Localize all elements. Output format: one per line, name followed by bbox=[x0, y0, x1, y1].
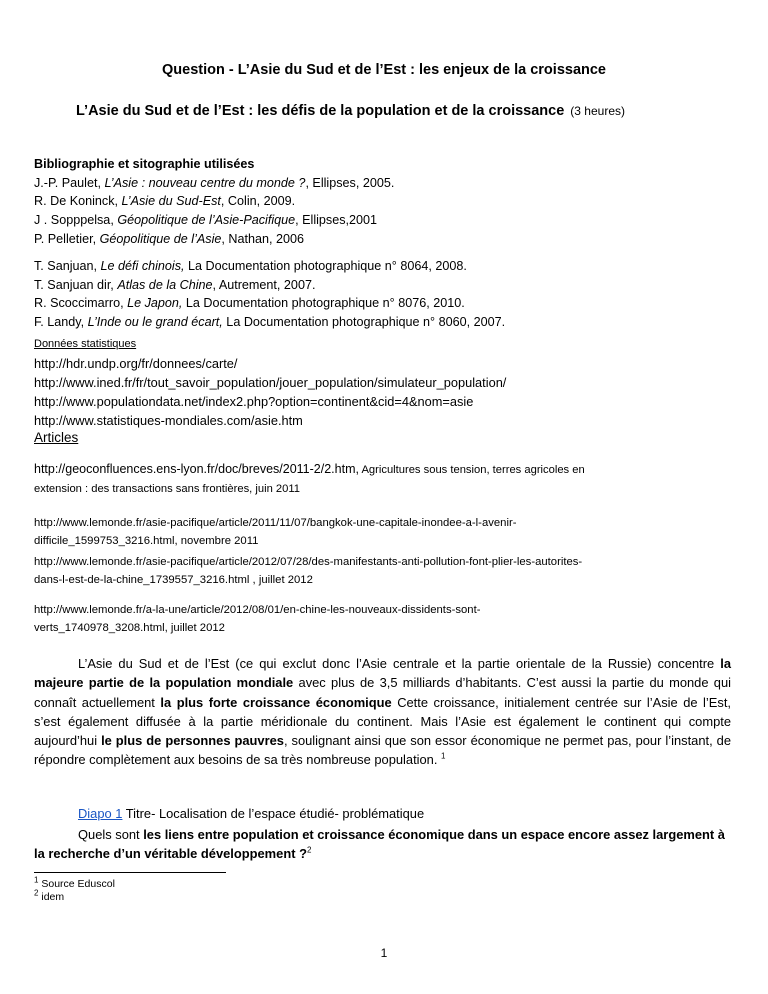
article-description: Agricultures sous tension, terres agricoles en bbox=[358, 464, 585, 476]
bibliography-entry: P. Pelletier, Géopolitique de l’Asie, Nathan, 2006 bbox=[34, 231, 305, 246]
article-link[interactable]: difficile_1599753_3216.html bbox=[34, 535, 175, 547]
document-title: Question - L’Asie du Sud et de l’Est : les enjeux de la croissance bbox=[162, 62, 606, 78]
bibliography-section-2 bbox=[34, 257, 505, 332]
statistics-links bbox=[34, 354, 506, 430]
bibliography-entry: J.-P. Paulet, L’Asie : nouveau centre du monde ?, Ellipses, 2005. bbox=[34, 175, 395, 190]
bibliography-entry: J . Sopppelsa, Géopolitique de l’Asie-Pacifique, Ellipses,2001 bbox=[34, 213, 378, 228]
bibliography-entry: F. Landy, L’Inde ou le grand écart, La Documentation photographique n° 8060, 2007. bbox=[34, 315, 506, 330]
articles-heading: Articles bbox=[34, 430, 79, 445]
footnote-ref[interactable]: 2 bbox=[306, 846, 312, 855]
article-entry-4 bbox=[34, 601, 734, 637]
article-link[interactable]: http://www.lemonde.fr/asie-pacifique/article/2011/11/07/bangkok-une-capitale-inondee-a-l-avenir- bbox=[34, 517, 517, 529]
bibliography-heading: Bibliographie et sitographie utilisées bbox=[34, 157, 255, 171]
footnote: $^1$ Source Eduscol bbox=[34, 875, 115, 890]
document-subtitle bbox=[76, 103, 625, 119]
footnotes bbox=[34, 875, 115, 904]
subtitle-text: L’Asie du Sud et de l’Est : les défis de la population et de la croissance bbox=[76, 103, 565, 119]
article-entry-2 bbox=[34, 514, 734, 550]
article-link[interactable]: verts_1740978_3208.html bbox=[34, 622, 165, 634]
article-link[interactable]: http://www.lemonde.fr/asie-pacifique/article/2012/07/28/des-manifestants-anti-pollution-font-plier-les-autorites- bbox=[34, 556, 583, 568]
statistics-link[interactable]: http://www.populationdata.net/index2.php?option=continent&cid=4&nom=asie bbox=[34, 394, 474, 409]
statistics-link[interactable]: http://hdr.undp.org/fr/donnees/carte/ bbox=[34, 356, 238, 371]
article-link[interactable]: http://www.lemonde.fr/a-la-une/article/2012/08/01/en-chine-les-nouveaux-dissidents-sont- bbox=[34, 604, 481, 616]
bibliography-entry: R. De Koninck, L’Asie du Sud-Est, Colin, 2009. bbox=[34, 194, 296, 209]
intro-paragraph: L’Asie du Sud et de l’Est (ce qui exclut donc l’Asie centrale et la partie orientale de la Russie) concentre la majeure partie de la population mondiale avec plus de 3,5 milliards d’habitants. C’est aussi la partie du monde qui connaît actuellement la plus forte croissance économique Cette croissance, initialement centrée sur l’Asie de l’Est, s’est également diffusée à la partie méridionale du continent. Mais l’Asie est également le continent qui compte aujourd’hui le plus de personnes pauvres, soulignant ainsi que son essor économique ne permet pas, pour l’instant, de répondre complètement aux besoins de sa très nombreuse population. $^1$ bbox=[34, 656, 731, 768]
bibliography-section bbox=[34, 155, 394, 249]
article-entry-3 bbox=[34, 553, 734, 589]
footnote-separator bbox=[34, 872, 226, 873]
duration-label: (3 heures) bbox=[570, 104, 625, 118]
bibliography-entry: T. Sanjuan dir, Atlas de la Chine, Autrement, 2007. bbox=[34, 277, 316, 292]
page-number: 1 bbox=[380, 946, 388, 960]
footnote: $^2$ idem bbox=[34, 888, 65, 903]
problem-question: Quels sont les liens entre population et croissance économique dans un espace encore assez largement à la recherche d’un véritable développement ?$^2$ bbox=[34, 827, 725, 862]
statistics-link[interactable]: http://www.ined.fr/fr/tout_savoir_population/jouer_population/simulateur_population/ bbox=[34, 375, 507, 390]
footnote-ref[interactable]: 1 bbox=[441, 752, 446, 762]
statistics-link[interactable]: http://www.statistiques-mondiales.com/asie.htm bbox=[34, 413, 303, 428]
article-date: , novembre 2011 bbox=[174, 535, 259, 547]
article-link[interactable]: dans-l-est-de-la-chine_1739557_3216.html bbox=[34, 574, 250, 586]
diapo-text: Titre- Localisation de l’espace étudié- problématique bbox=[122, 806, 425, 821]
article-date: , juillet 2012 bbox=[249, 574, 313, 586]
article-date: , juillet 2012 bbox=[164, 622, 225, 634]
diapo-line bbox=[78, 806, 424, 821]
statistics-heading: Données statistiques bbox=[34, 338, 137, 350]
article-link[interactable]: http://geoconfluences.ens-lyon.fr/doc/breves/2011-2/2.htm, bbox=[34, 462, 359, 476]
article-description: extension : des transactions sans frontières, juin 2011 bbox=[34, 483, 300, 495]
diapo-link[interactable]: Diapo 1 bbox=[78, 806, 123, 821]
article-entry-1 bbox=[34, 460, 734, 498]
bibliography-entry: T. Sanjuan, Le défi chinois, La Documentation photographique n° 8064, 2008. bbox=[34, 259, 467, 273]
bibliography-entry: R. Scoccimarro, Le Japon, La Documentation photographique n° 8076, 2010. bbox=[34, 296, 465, 311]
